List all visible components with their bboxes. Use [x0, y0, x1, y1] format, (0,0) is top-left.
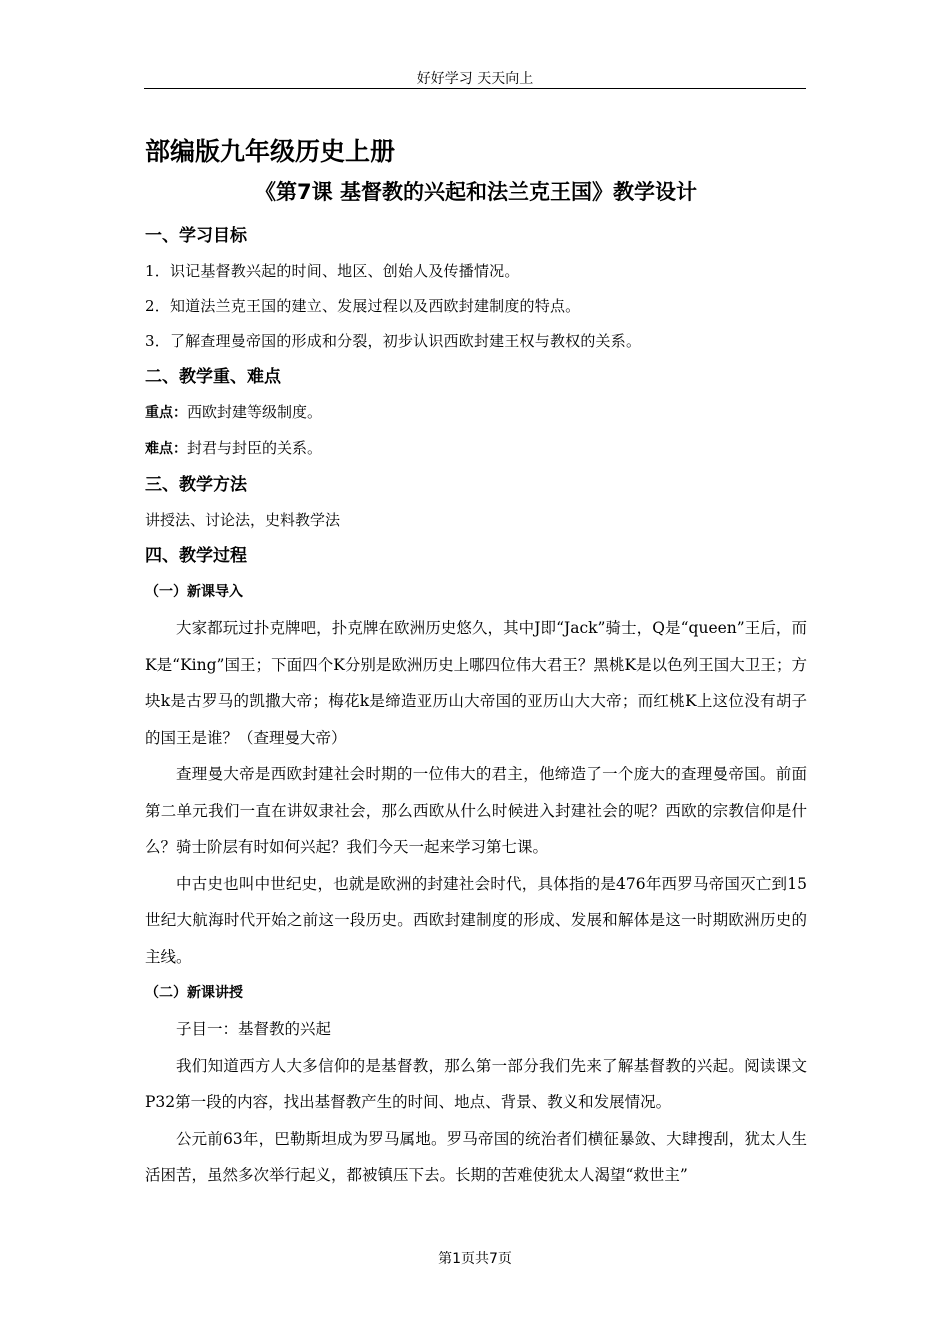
lecture-paragraph: 公元前63年，巴勒斯坦成为罗马属地。罗马帝国的统治者们横征暴敛、大肆搜刮，犹太人生活困苦，虽然多次举行起义，都被镇压下去。长期的苦难使犹太人渴望“救世主” [145, 1129, 807, 1184]
section-heading-process: 四、教学过程 [145, 546, 247, 566]
section-heading-goals: 一、学习目标 [145, 226, 247, 246]
intro-paragraph: 查理曼大帝是西欧封建社会时期的一位伟大的君主，他缔造了一个庞大的查理曼帝国。前面第二单元我们一直在讲奴隶社会，那么西欧从什么时候进入封建社会的呢？西欧的宗教信仰是什么？骑士阶层有时如何兴起？我们今天一起来学习第七课。 [145, 765, 807, 856]
difficulty-text: 封君与封臣的关系。 [187, 439, 323, 457]
subsection-heading-intro: （一）新课导入 [145, 584, 243, 600]
difficulty-label: 难点： [145, 441, 187, 457]
document-title: 部编版九年级历史上册 [145, 137, 396, 166]
lecture-subheading: 子目一：基督教的兴起 [176, 1020, 332, 1038]
page-footer: 第1页共7页 [438, 1251, 512, 1267]
subsection-heading-lecture: （二）新课讲授 [145, 985, 243, 1001]
header-divider [144, 88, 806, 89]
intro-paragraph: 大家都玩过扑克牌吧，扑克牌在欧洲历史悠久，其中J即“Jack”骑士，Q是“queen”王后，而K是“King”国王；下面四个K分别是欧洲历史上哪四位伟大君王？黑桃K是以色列王国大卫王；方块k是古罗马的凯撒大帝；梅花k是缔造亚历山大帝国的亚历山大大帝；而红桃K上这位没有胡子的国王是谁？（查理曼大帝） [145, 619, 807, 747]
document-body [145, 132, 807, 1194]
section-heading-methods: 三、教学方法 [145, 475, 247, 495]
focus-label: 重点： [145, 405, 187, 421]
goal-item: 2．知道法兰克王国的建立、发展过程以及西欧封建制度的特点。 [145, 297, 581, 315]
goal-item: 3．了解查理曼帝国的形成和分裂，初步认识西欧封建王权与教权的关系。 [145, 332, 642, 350]
difficulty-line [145, 431, 807, 467]
section-heading-keypoints: 二、教学重、难点 [145, 367, 281, 387]
lecture-paragraph: 我们知道西方人大多信仰的是基督教，那么第一部分我们先来了解基督教的兴起。阅读课文P32第一段的内容，找出基督教产生的时间、地点、背景、教义和发展情况。 [145, 1056, 807, 1111]
goal-item: 1．识记基督教兴起的时间、地区、创始人及传播情况。 [145, 262, 520, 280]
document-subtitle: 《第7课 基督教的兴起和法兰克王国》教学设计 [255, 180, 697, 204]
intro-paragraph: 中古史也叫中世纪史，也就是欧洲的封建社会时代，具体指的是476年西罗马帝国灭亡到15世纪大航海时代开始之前这一段历史。西欧封建制度的形成、发展和解体是这一时期欧洲历史的主线。 [145, 874, 807, 966]
page-header: 好好学习 天天向上 [416, 71, 534, 87]
focus-line [145, 395, 807, 431]
methods-text: 讲授法、讨论法，史料教学法 [145, 511, 341, 529]
focus-text: 西欧封建等级制度。 [187, 403, 323, 421]
